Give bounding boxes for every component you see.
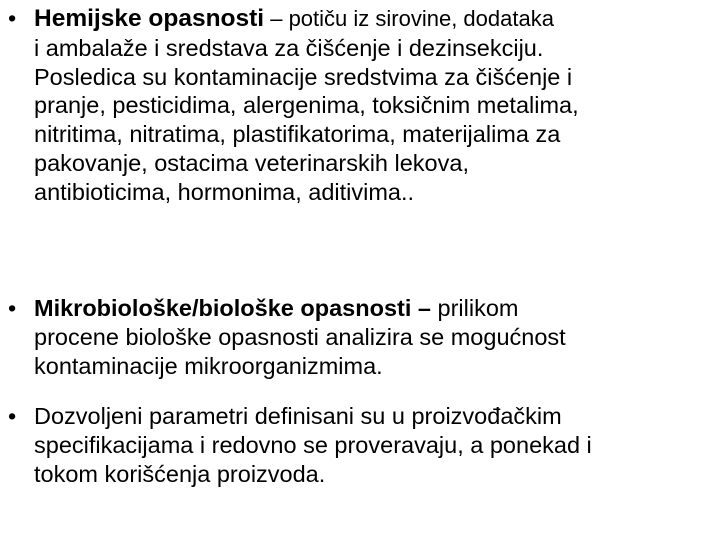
bullet-line: specifikacijama i redovno se proveravaju, a ponekad i (34, 431, 592, 458)
bullet-line: Posledica su kontaminacije sredstvima za čišćenje i (34, 63, 573, 90)
bullet-text (34, 294, 703, 380)
bullet-line: nitritima, nitratima, plastifikatorima, materijalima za (34, 121, 561, 148)
bullet-chemical-hazards (8, 4, 703, 207)
bullet-first-line (34, 294, 703, 323)
bullet-marker: • (8, 295, 17, 321)
bullet-line: antibioticima, hormonima, aditivima.. (34, 178, 415, 205)
bullet-line: pakovanje, ostacima veterinarskih lekova, (34, 149, 469, 176)
bullet-line: i ambalaže i sredstava za čišćenje i dezinsekciju. (34, 34, 544, 61)
bullet-parameters (8, 402, 703, 488)
bullet-first-line (34, 4, 703, 34)
bullet-heading: Mikrobiološke/biološke opasnosti – (34, 295, 431, 321)
bullet-marker: • (8, 403, 17, 429)
bullet-line: kontaminacije mikroorganizmima. (34, 352, 383, 379)
bullet-text (34, 402, 703, 488)
bullet-line: pranje, pesticidima, alergenima, toksičnim metalima, (34, 92, 579, 119)
bullet-marker: • (8, 5, 17, 31)
bullet-heading: Hemijske opasnosti (34, 5, 265, 32)
bullet-first-line-rest: – potiču iz sirovine, dodataka (264, 6, 554, 31)
bullet-biological-hazards (8, 294, 703, 380)
bullet-text (34, 4, 703, 207)
bullet-first-line-rest: prilikom (430, 295, 519, 321)
bullet-line: tokom korišćenja proizvoda. (34, 460, 326, 487)
bullet-first-line: Dozvoljeni parametri definisani su u proizvođačkim (34, 403, 562, 429)
bullet-line: procene biološke opasnosti analizira se mogućnost (34, 323, 566, 350)
